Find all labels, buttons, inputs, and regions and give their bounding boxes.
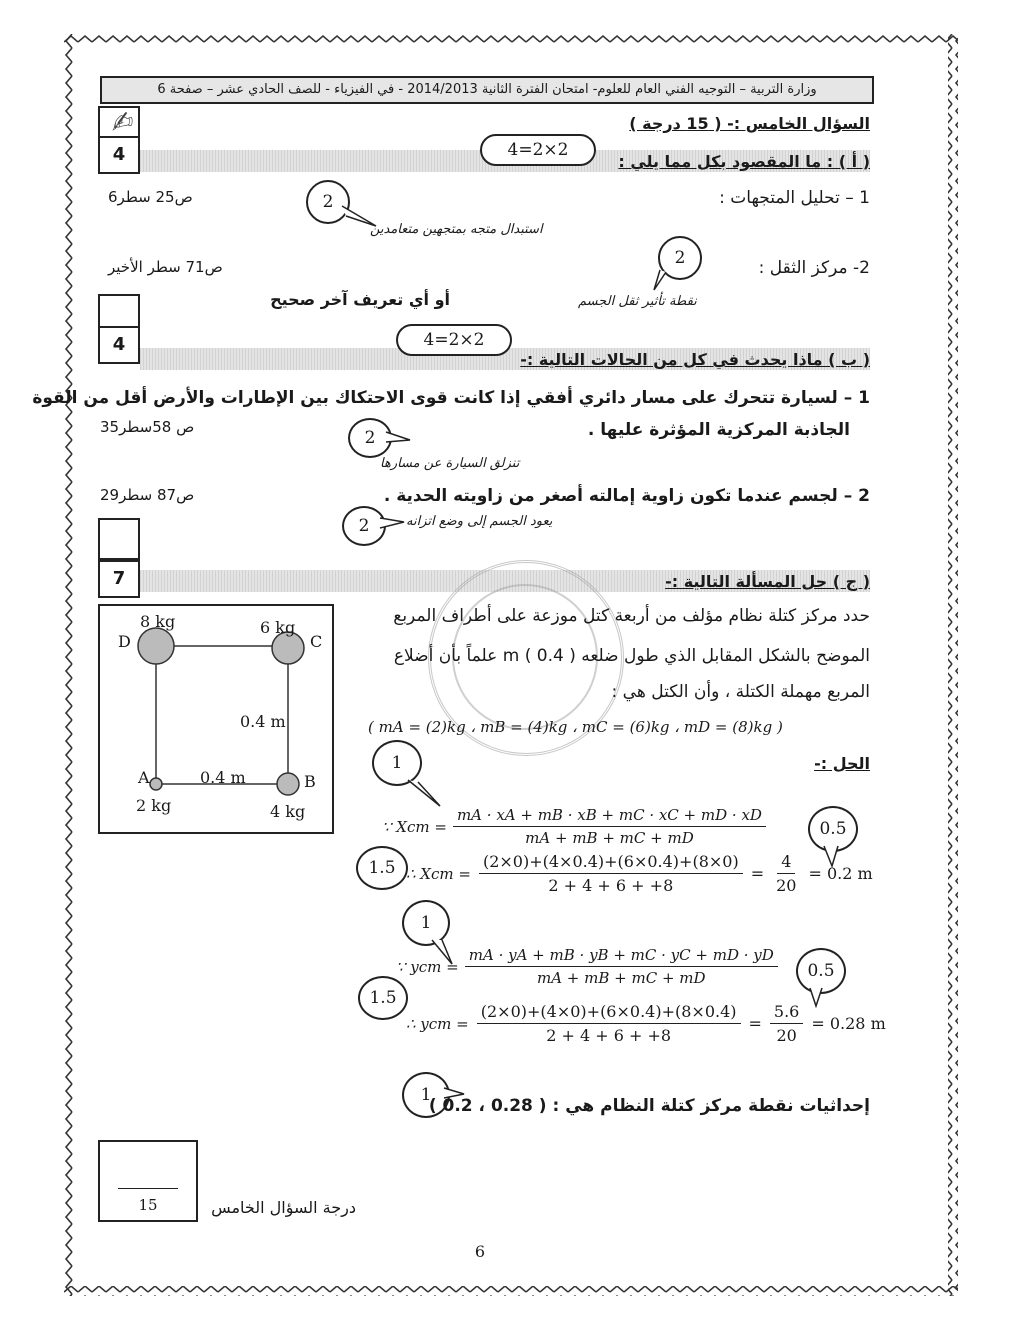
y-result-den: 20: [776, 1026, 797, 1045]
grade-box-a: 4: [98, 136, 140, 174]
x-calc-bubble: 1.5: [356, 846, 408, 890]
y-formula: [396, 946, 778, 987]
y-calc-num: (2×0)+(4×0)+(6×0.4)+(8×0.4): [477, 1002, 741, 1024]
x-calc-lhs: ∴ Xcm =: [406, 864, 471, 883]
bubble-pointer: [650, 268, 670, 292]
section-a-item2-bubble: 2: [658, 236, 702, 280]
bubble-pointer: [378, 514, 408, 534]
total-grade: 15: [138, 1196, 158, 1214]
bubble-pointer: [384, 428, 414, 448]
label-B: B: [304, 772, 316, 791]
section-a-item2-answer: نقطة تأثير ثقل الجسم: [578, 294, 697, 309]
label-C-mass: 6 kg: [260, 618, 296, 637]
grade-box-b-empty: [98, 294, 140, 328]
y-calc-den: 2 + 4 + 6 + +8: [546, 1026, 672, 1045]
section-b-item2-answer: يعود الجسم إلى وضع اتزانه: [406, 514, 553, 529]
section-b-item1-answer: تنزلق السيارة عن مسارها: [380, 456, 520, 471]
grade-box-c: 7: [98, 560, 140, 598]
exam-header: وزارة التربية – التوجيه الفني العام للعلوم- امتحان الفترة الثانية 2014/2013 - في الفيزياء - للصف الحادي عشر – صفحة 6: [100, 76, 874, 104]
y-result-num: 5.6: [770, 1002, 803, 1024]
x-formula-bubble: 1: [372, 740, 422, 786]
question-title: السؤال الخامس :- ( 15 درجة ): [629, 114, 870, 133]
x-formula: [382, 806, 766, 847]
total-grade-box: [98, 1140, 198, 1222]
y-calc-lhs: ∴ ycm =: [406, 1014, 469, 1033]
mass-D: [138, 628, 174, 664]
grader-signature: ✍︎: [107, 106, 135, 140]
solution-label: الحل :-: [814, 754, 870, 773]
problem-line3: المربع مهملة الكتلة ، وأن الكتل هي :: [611, 682, 870, 702]
section-a-item1-answer: استبدال متجه بمتجهين متعامدين: [370, 222, 543, 237]
y-formula-bubble: 1: [402, 900, 450, 946]
section-a-alt-note: أو أي تعريف آخر صحيح: [270, 290, 450, 309]
y-result-bubble: 0.5: [796, 948, 846, 994]
final-answer: إحداثيات نقطة مركز كتلة النظام هي : ( 0.28 ، 0.2 ): [428, 1096, 870, 1116]
problem-line1: حدد مركز كتلة نظام مؤلف من أربعة كتل موزعة على أطراف المربع: [393, 606, 870, 626]
section-a-item2-ref: ص71 سطر الأخير: [108, 258, 223, 276]
label-side-vertical: 0.4 m: [240, 712, 286, 731]
section-a-score-pill: 4=2×2: [480, 134, 596, 166]
section-b-item1-bubble: 2: [348, 418, 392, 458]
x-result-num: 4: [777, 852, 795, 874]
mass-A: [150, 778, 162, 790]
page-number: 6: [474, 1242, 486, 1261]
mass-B: [277, 773, 299, 795]
x-calc-num: (2×0)+(4×0.4)+(6×0.4)+(8×0): [479, 852, 743, 874]
section-b-score-pill: 4=2×2: [396, 324, 512, 356]
bubble-pointer: [404, 778, 444, 808]
x-formula-den: mA + mB + mC + mD: [525, 829, 694, 847]
section-b-item1-line2: الجاذبة المركزية المؤثرة عليها .: [587, 420, 850, 440]
section-b-item1-ref: ص 58سطر35: [100, 418, 195, 436]
x-result-bubble: 0.5: [808, 806, 858, 852]
final-bubble: 1: [402, 1072, 450, 1118]
x-formula-num: mA · xA + mB · xB + mC · xC + mD · xD: [453, 806, 766, 827]
x-calc-den: 2 + 4 + 6 + +8: [548, 876, 674, 895]
section-a-item2-label: 2- مركز الثقل :: [758, 258, 870, 278]
x-result-den: 20: [776, 876, 797, 895]
section-b-title: ( ب ) ماذا يحدث في كل من الحالات التالية :-: [520, 350, 870, 369]
label-A-mass: 2 kg: [136, 796, 172, 815]
y-calc: ∴ ycm = $\frac{(2\times 0)+(4\times 0)+(6\times 0.4)+(8\times 0.4)}{2 + 4 + 6 + +8}$ = $\frac{5.6}{20}$ = 0.28 m: [406, 1002, 886, 1045]
masses-line: ( mA = (2)kg ، mB = (4)kg ، mC = (6)kg ، mD = (8)kg ): [368, 718, 783, 736]
label-C: C: [310, 632, 323, 651]
total-grade-label: درجة السؤال الخامس: [211, 1198, 356, 1217]
label-D-mass: 8 kg: [140, 612, 176, 631]
x-calc: ∴ Xcm = $\frac{(2\times 0)+(4\times 0.4)+(6\times 0.4)+(8\times 0)}{2 + 4 + 6 + +8}$ = $\frac{4}{20}$ = 0.2 m: [406, 852, 873, 895]
y-calc-bubble: 1.5: [358, 976, 408, 1020]
y-formula-lhs: ∵ ycm =: [396, 957, 459, 976]
y-formula-den: mA + mB + mC + mD: [536, 969, 706, 987]
section-b-item2-text: 2 – لجسم عندما تكون زاوية إمالته أصغر من زاويته الحدية .: [383, 486, 870, 506]
y-formula-num: mA · yA + mB · yB + mC · yC + mD · yD: [465, 946, 778, 967]
section-b-item1-line1: 1 – لسيارة تتحرك على مسار دائري أفقي إذا كانت قوى الاحتكاك بين الإطارات والأرض أقل من القوة: [32, 388, 870, 408]
square-diagram-svg: [100, 606, 332, 832]
grade-box-c-empty: [98, 518, 140, 560]
grade-box-b: 4: [98, 326, 140, 364]
x-result: = 0.2 m: [808, 864, 873, 883]
label-A: A: [138, 768, 150, 787]
section-b-item2-ref: ص87 سطر29: [100, 486, 195, 504]
section-c-title: ( ج ) حل المسألة التالية :-: [665, 572, 870, 591]
section-b-item2-bubble: 2: [342, 506, 386, 546]
section-a-item1-label: 1 – تحليل المتجهات :: [719, 188, 870, 208]
problem-line2: الموضح بالشكل المقابل الذي طول ضلعه ( 0.4 ) m علماً بأن أضلاع: [393, 646, 870, 666]
x-formula-lhs: ∵ Xcm =: [382, 817, 447, 836]
y-result: = 0.28 m: [811, 1014, 886, 1033]
square-diagram: [98, 604, 334, 834]
section-a-title: ( أ ) : ما المقصود بكل مما يلي :: [618, 152, 870, 171]
label-D: D: [118, 632, 131, 651]
label-B-mass: 4 kg: [270, 802, 306, 821]
section-a-item1-bubble: 2: [306, 180, 350, 224]
section-a-item1-ref: ص25 سطر6: [108, 188, 193, 206]
label-side-horizontal: 0.4 m: [200, 768, 246, 787]
